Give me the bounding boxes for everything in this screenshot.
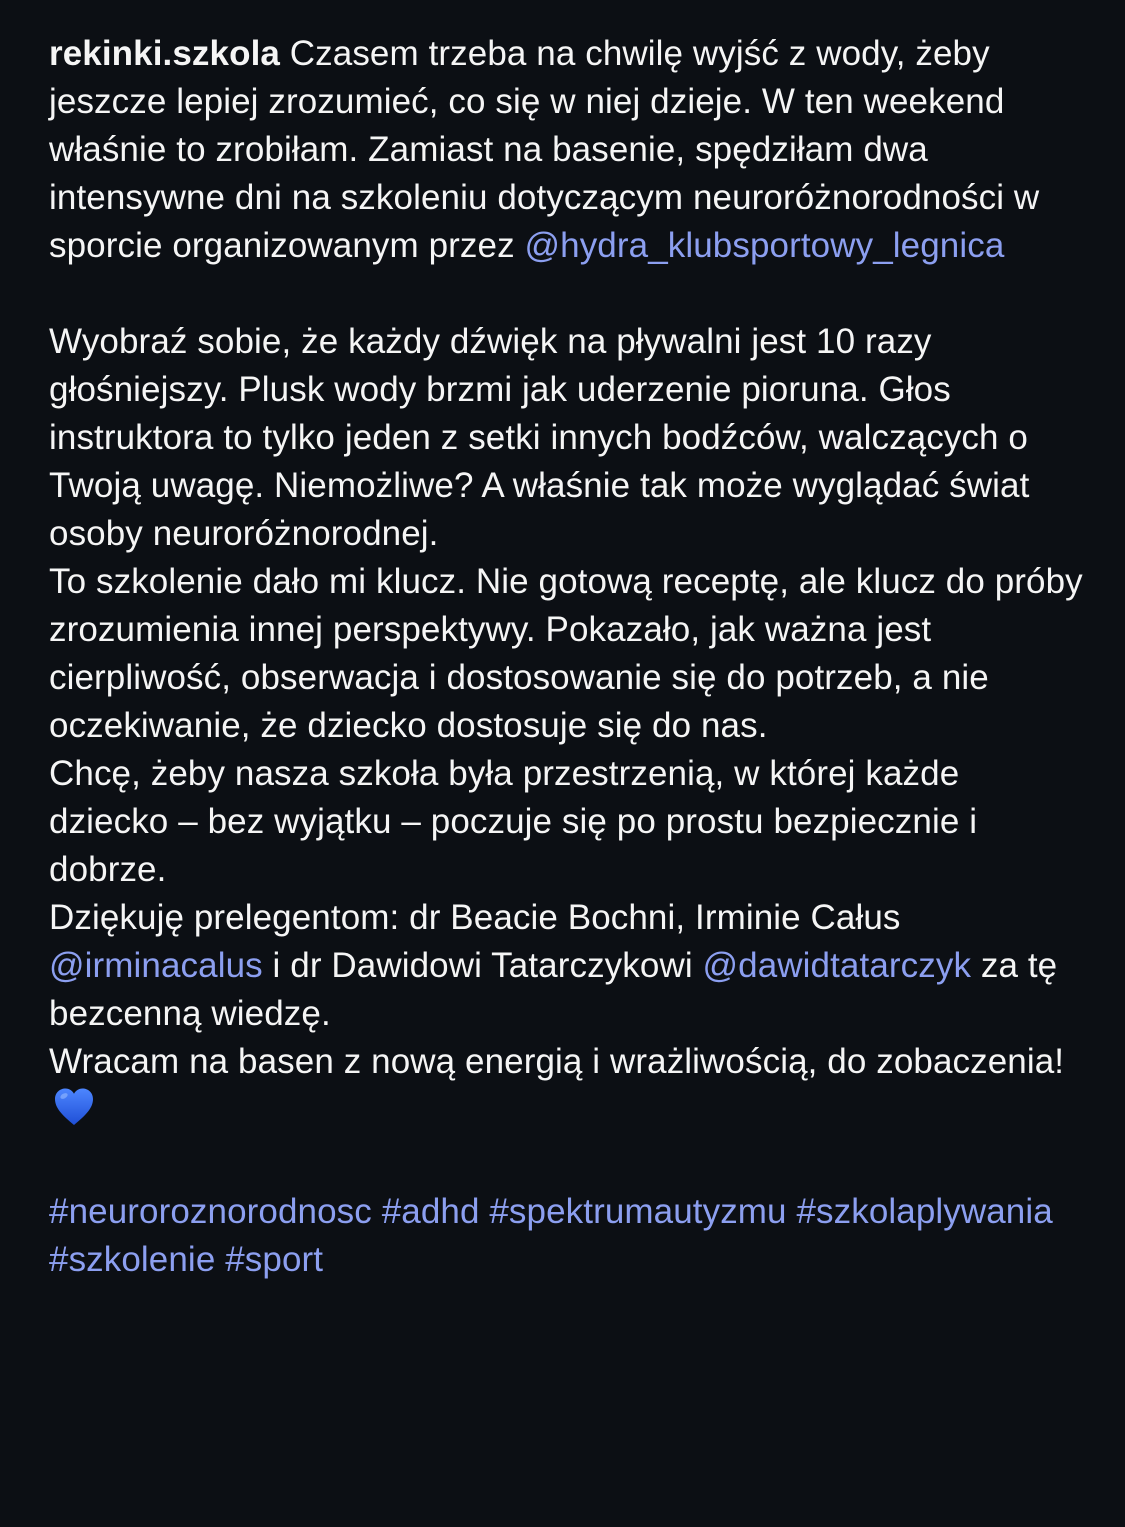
caption-paragraph-thanks	[49, 894, 1084, 1038]
caption-text: Wracam na basen z nową energią i wrażliwością, do zobaczenia!	[49, 1042, 1065, 1081]
hashtag-link[interactable]: #sport	[225, 1240, 324, 1279]
hashtag-link[interactable]: #szkolaplywania	[796, 1192, 1053, 1231]
mention-link-dawidtatarczyk[interactable]: @dawidtatarczyk	[702, 946, 972, 985]
hashtag-link[interactable]: #szkolenie	[49, 1240, 216, 1279]
hashtags	[49, 1188, 1084, 1284]
caption-text: Dziękuję prelegentom: dr Beacie Bochni, Irminie Całus	[49, 898, 911, 937]
mention-link-hydra[interactable]: @hydra_klubsportowy_legnica	[524, 226, 1005, 265]
post-caption	[49, 30, 1093, 1284]
blue-heart-icon	[53, 1087, 95, 1140]
caption-paragraph-school: Chcę, żeby nasza szkoła była przestrzenią, w której każde dziecko – bez wyjątku – poczuje się po prostu bezpiecznie i dobrze.	[49, 754, 987, 889]
paragraph-spacer	[49, 1140, 1084, 1188]
mention-link-irminacalus[interactable]: @irminacalus	[49, 946, 263, 985]
caption-paragraph-training: To szkolenie dało mi klucz. Nie gotową receptę, ale klucz do próby zrozumienia innej perspektywy. Pokazało, jak ważna jest cierpliwość, obserwacja i dostosowanie się do potrzeb, a nie oczekiwanie, że dziecko dostosuje się do nas.	[49, 562, 1093, 745]
caption-paragraph-imagine: Wyobraź sobie, że każdy dźwięk na pływalni jest 10 razy głośniejszy. Plusk wody brzmi jak uderzenie pioruna. Głos instruktora to tylko jeden z setki innych bodźców, walczących o Twoją uwagę. Niemożliwe? A właśnie tak może wyglądać świat osoby neuroróżnorodnej.	[49, 322, 1040, 553]
caption-text: Czasem trzeba na chwilę wyjść z wody, żeby jeszcze lepiej zrozumieć, co się w niej dzieje. W ten weekend właśnie to zrobiłam. Zamiast na basenie, spędziłam dwa intensywne dni na szkoleniu dotyczącym neuroróżnorodności w sporcie organizowanym przez	[49, 34, 1050, 265]
caption-text: i dr Dawidowi Tatarczykowi	[262, 946, 703, 985]
caption-paragraph-intro	[49, 30, 1084, 270]
username-link[interactable]: rekinki.szkola	[49, 34, 280, 73]
hashtag-link[interactable]: #adhd	[381, 1192, 480, 1231]
caption-paragraph-closing	[49, 1038, 1084, 1140]
caption-text: za tę bezcenną wiedzę.	[49, 946, 1068, 1033]
paragraph-spacer	[49, 270, 1084, 318]
hashtag-link[interactable]: #spektrumautyzmu	[489, 1192, 787, 1231]
hashtag-link[interactable]: #neuroroznorodnosc	[49, 1192, 372, 1231]
